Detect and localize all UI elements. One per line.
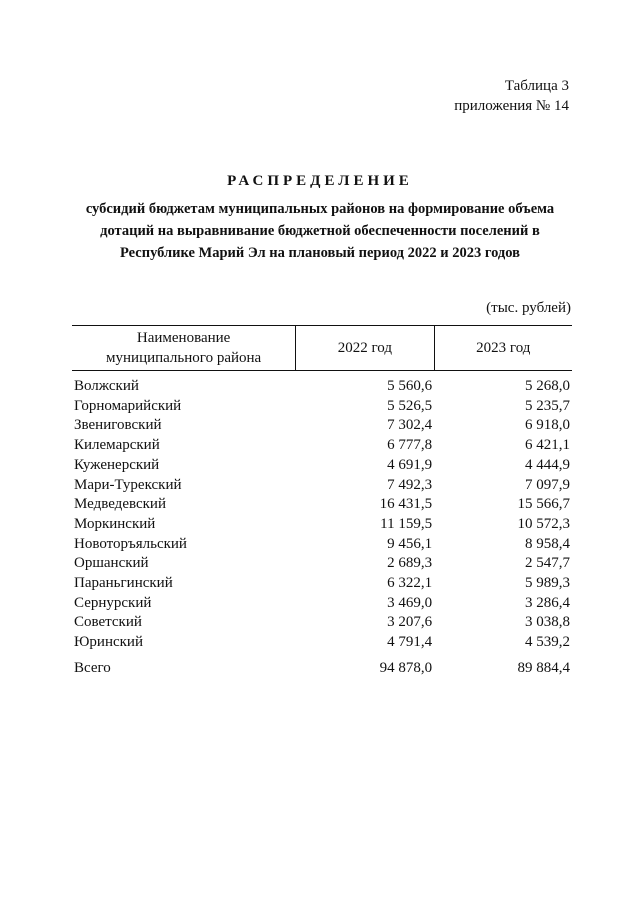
header-year-2022: 2022 год (296, 326, 434, 371)
value-2022: 7 302,4 (387, 417, 433, 434)
district-name: Параньгинский (74, 575, 173, 592)
header-name-line-1: Наименование (136, 330, 231, 346)
table-body (72, 371, 572, 679)
value-2023: 10 572,3 (517, 515, 570, 532)
table-row (72, 535, 572, 555)
table-caption (454, 76, 569, 116)
table-row (72, 397, 572, 417)
value-2023: 5 268,0 (525, 378, 570, 394)
caption-table-number: Таблица 3 (504, 78, 569, 94)
table-row (72, 574, 572, 594)
table-row (72, 436, 572, 456)
heading-line-1: субсидий бюджетам муниципальных районов на формирование объема (85, 201, 555, 217)
value-2022: 3 469,0 (387, 594, 433, 611)
total-label: Всего (74, 659, 111, 676)
value-2023: 4 444,9 (525, 456, 570, 473)
district-name: Килемарский (74, 437, 160, 454)
table-row (72, 613, 572, 633)
value-2023: 8 958,4 (525, 535, 570, 552)
value-2022: 3 207,6 (387, 614, 433, 631)
header-year-2023: 2023 год (434, 326, 572, 371)
header-district-name (72, 326, 296, 371)
district-name: Горномарийский (74, 397, 182, 414)
table-row (72, 456, 572, 476)
header-name-line-2: муниципального района (106, 350, 262, 366)
value-2022: 5 526,5 (387, 397, 433, 414)
value-2023: 7 097,9 (525, 476, 570, 493)
district-name: Советский (74, 614, 142, 631)
document-heading (60, 170, 580, 264)
value-2023: 2 547,7 (525, 555, 570, 572)
value-2022: 5 560,6 (387, 378, 433, 394)
heading-line-3: Республике Марий Эл на плановый период 2022 и 2023 годов (120, 245, 520, 261)
value-2023: 6 421,1 (525, 437, 570, 454)
district-name: Мари-Турекский (74, 476, 182, 493)
value-2022: 6 777,8 (387, 437, 433, 454)
table-row (72, 495, 572, 515)
district-name: Звениговский (74, 417, 162, 434)
value-2023: 15 566,7 (517, 496, 570, 513)
table-header-row (72, 326, 572, 371)
value-2023: 4 539,2 (525, 634, 570, 651)
table-row (72, 377, 572, 397)
district-name: Моркинский (74, 515, 156, 532)
district-name: Оршанский (74, 555, 149, 572)
value-2023: 3 286,4 (525, 594, 570, 611)
units-label: (тыс. рублей) (486, 300, 571, 316)
district-name: Сернурский (74, 594, 152, 611)
value-2022: 7 492,3 (387, 476, 433, 493)
district-name: Куженерский (74, 456, 160, 473)
table-row (72, 633, 572, 653)
district-name: Новоторъяльский (74, 535, 187, 552)
value-2023: 3 038,8 (525, 614, 570, 631)
district-name: Юринский (74, 634, 143, 651)
value-2022: 11 159,5 (380, 515, 433, 532)
value-2022: 16 431,5 (379, 496, 433, 513)
value-2023: 5 989,3 (525, 575, 570, 592)
table-row (72, 594, 572, 614)
heading-title: РАСПРЕДЕЛЕНИЕ (227, 173, 413, 189)
value-2023: 5 235,7 (525, 397, 570, 414)
value-2022: 9 456,1 (387, 535, 433, 552)
value-2022: 4 791,4 (387, 634, 433, 651)
table-row (72, 554, 572, 574)
value-2022: 4 691,9 (387, 456, 433, 473)
value-2022: 6 322,1 (387, 575, 433, 592)
table-row (72, 476, 572, 496)
caption-appendix: приложения № 14 (454, 98, 569, 114)
total-row (72, 653, 572, 679)
value-2023: 6 918,0 (525, 417, 570, 434)
district-name: Медведевский (74, 496, 166, 513)
heading-line-2: дотаций на выравнивание бюджетной обеспеченности поселений в (100, 223, 540, 239)
value-2022: 2 689,3 (387, 555, 433, 572)
district-name: Волжский (74, 378, 139, 394)
table-row (72, 416, 572, 436)
table-row (72, 515, 572, 535)
total-2023: 89 884,4 (517, 659, 570, 676)
total-2022: 94 878,0 (379, 659, 433, 676)
distribution-table (72, 325, 572, 679)
